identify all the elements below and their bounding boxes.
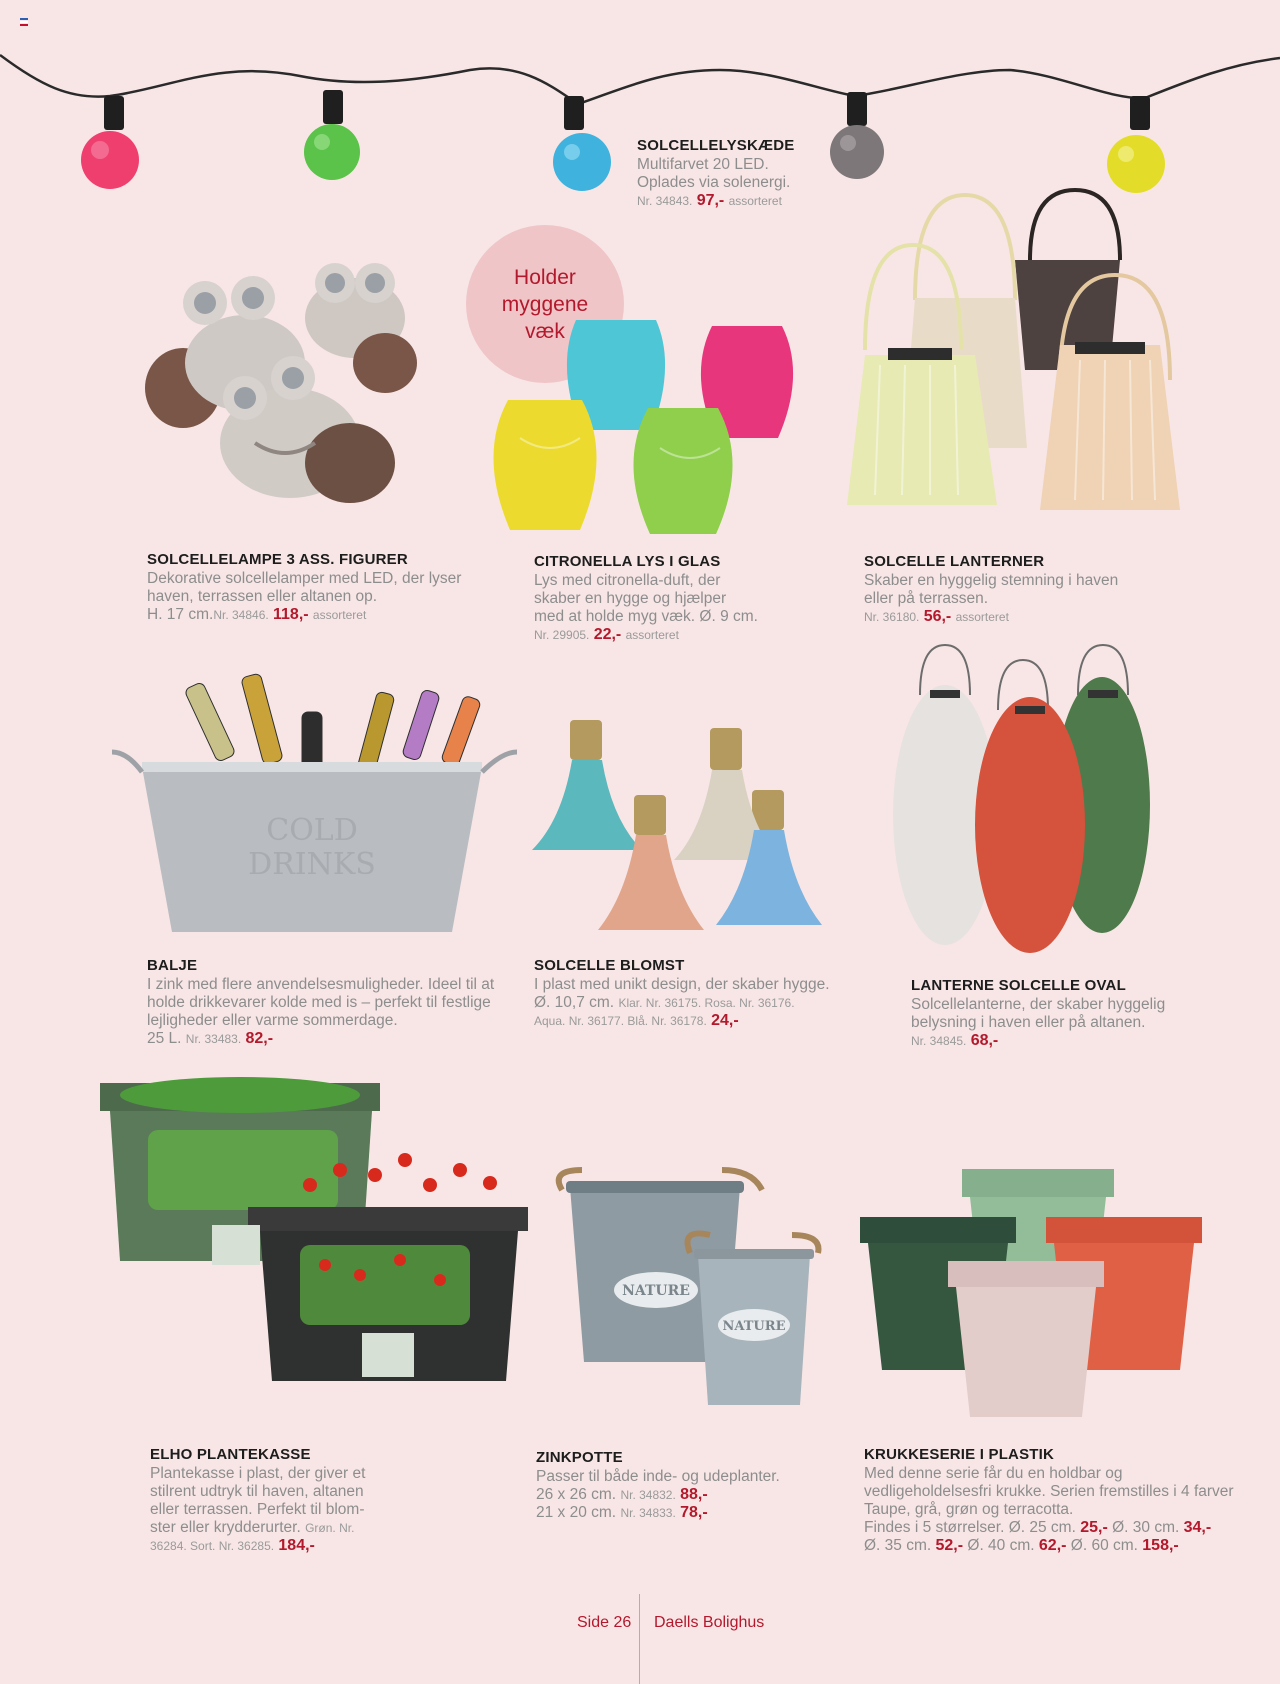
- product-note: assorteret: [728, 194, 782, 208]
- product-desc: stilrent udtryk til haven, altanen: [150, 1483, 364, 1500]
- product-note: assorteret: [955, 610, 1009, 624]
- zinc-label-2: NATURE: [722, 1319, 786, 1334]
- product-price: 24,-: [711, 1012, 739, 1029]
- product-title: ZINKPOTTE: [536, 1449, 623, 1466]
- product-price: 62,-: [1038, 1537, 1067, 1554]
- zinc-tub-image: [112, 672, 517, 934]
- oval-lanterns-image: [880, 640, 1170, 955]
- product-desc: I plast med unikt design, der skaber hygge.: [534, 976, 830, 993]
- product-zinc[interactable]: [536, 1449, 826, 1522]
- product-flower[interactable]: [534, 957, 834, 1030]
- product-size: 26 x 26 cm.: [536, 1486, 617, 1503]
- tub-embossed-2: DRINKS: [248, 847, 376, 882]
- product-title: LANTERNE SOLCELLE OVAL: [911, 977, 1126, 994]
- product-nr: Aqua. Nr. 36177. Blå. Nr. 36178.: [534, 1014, 707, 1028]
- product-desc: ster eller krydderurter.: [150, 1519, 301, 1536]
- elho-planters-image: [100, 1075, 530, 1405]
- badge-line: væk: [525, 319, 565, 343]
- language-flag-icon[interactable]: [20, 18, 28, 25]
- product-price: 118,-: [273, 606, 309, 623]
- product-citronella[interactable]: [534, 553, 794, 644]
- product-desc: Plantekasse i plast, der giver et: [150, 1465, 366, 1482]
- product-title: KRUKKESERIE I PLASTIK: [864, 1446, 1055, 1463]
- tub-embossed-1: COLD: [266, 813, 358, 848]
- product-elho[interactable]: [150, 1446, 410, 1555]
- citronella-glasses-image: [500, 318, 820, 540]
- product-price: 97,-: [696, 192, 725, 209]
- product-figures[interactable]: [147, 551, 477, 624]
- bulb-yellow-icon: [1107, 96, 1165, 193]
- product-desc: Ø. 10,7 cm.: [534, 994, 615, 1011]
- product-lanterns[interactable]: [864, 553, 1154, 626]
- product-desc: Multifarvet 20 LED.: [637, 156, 769, 173]
- solar-lanterns-image: [850, 180, 1180, 525]
- product-price: 88,-: [680, 1486, 708, 1503]
- product-desc: Solcellelanterne, der skaber hyggelig: [911, 996, 1166, 1013]
- product-title: SOLCELLE BLOMST: [534, 957, 685, 974]
- product-price: 34,-: [1183, 1519, 1212, 1536]
- product-price: 52,-: [935, 1537, 964, 1554]
- product-desc: Oplades via solenergi.: [637, 174, 791, 191]
- product-desc: Lys med citronella-duft, der: [534, 572, 721, 589]
- badge-line: Holder: [514, 265, 576, 289]
- product-desc: haven, terrassen eller altanen op.: [147, 588, 378, 605]
- product-nr: Nr. 34846.: [213, 608, 269, 622]
- product-nr: Klar. Nr. 36175. Rosa. Nr. 36176.: [618, 996, 795, 1010]
- product-title: SOLCELLE LANTERNER: [864, 553, 1045, 570]
- badge-line: myggene: [501, 292, 589, 316]
- product-nr: Grøn. Nr.: [305, 1521, 355, 1535]
- product-desc: H. 17 cm.: [147, 606, 214, 623]
- product-title: SOLCELLELYSKÆDE: [637, 137, 795, 154]
- product-price: 82,-: [245, 1030, 274, 1047]
- product-nr: 36284. Sort. Nr. 36285.: [150, 1539, 275, 1553]
- product-nr: Nr. 34832.: [620, 1488, 676, 1502]
- product-note: assorteret: [625, 628, 679, 642]
- product-size: Ø. 30 cm.: [1112, 1519, 1180, 1536]
- product-desc: Passer til både inde- og udeplanter.: [536, 1468, 780, 1485]
- product-desc: Skaber en hyggelig stemning i haven: [864, 572, 1119, 589]
- plastic-pots-image: [858, 1165, 1208, 1420]
- product-desc: Med denne serie får du en holdbar og: [864, 1465, 1123, 1482]
- product-price: 158,-: [1142, 1537, 1179, 1554]
- product-price: 22,-: [593, 626, 622, 643]
- product-desc: skaber en hygge og hjælper: [534, 590, 727, 607]
- product-title: SOLCELLELAMPE 3 ASS. FIGURER: [147, 551, 408, 568]
- product-pots[interactable]: [864, 1446, 1234, 1555]
- product-desc: holde drikkevarer kolde med is – perfekt til festlige: [147, 994, 491, 1011]
- product-desc: med at holde myg væk. Ø. 9 cm.: [534, 608, 758, 625]
- product-price: 68,-: [970, 1032, 999, 1049]
- bulb-blue-icon: [553, 96, 611, 191]
- product-nr: Nr. 34833.: [620, 1506, 676, 1520]
- product-title: BALJE: [147, 957, 198, 974]
- product-nr: Nr. 29905.: [534, 628, 590, 642]
- bulb-pink-icon: [81, 96, 139, 189]
- solar-flowers-image: [532, 700, 832, 938]
- product-desc: 25 L.: [147, 1030, 182, 1047]
- brand-name: Daells Bolighus: [654, 1614, 765, 1631]
- product-price: 184,-: [278, 1537, 315, 1554]
- product-desc: Dekorative solcellelamper med LED, der lyser: [147, 570, 462, 587]
- page-number: Side 26: [577, 1614, 632, 1631]
- product-desc: lejligheder eller varme sommerdage.: [147, 1012, 398, 1029]
- product-nr: Nr. 34845.: [911, 1034, 967, 1048]
- zinc-label-1: NATURE: [622, 1283, 690, 1299]
- product-desc: I zink med flere anvendelsesmuligheder. Ideel til at: [147, 976, 495, 993]
- product-nr: Nr. 36180.: [864, 610, 920, 624]
- footer-divider: [639, 1594, 640, 1684]
- product-size: Ø. 40 cm.: [967, 1537, 1035, 1554]
- product-desc: vedligeholdelsesfri krukke. Serien fremstilles i 4 farver: [864, 1483, 1234, 1500]
- bulb-green-icon: [304, 90, 360, 180]
- product-size: Ø. 60 cm.: [1070, 1537, 1138, 1554]
- product-oval[interactable]: [911, 977, 1201, 1050]
- product-note: assorteret: [312, 608, 367, 622]
- product-desc: eller terrassen. Perfekt til blom-: [150, 1501, 365, 1518]
- frog-figures-image: [135, 258, 415, 518]
- zinc-pots-image: [552, 1165, 832, 1400]
- product-desc: Taupe, grå, grøn og terracotta.: [864, 1501, 1074, 1518]
- product-nr: Nr. 34843.: [637, 194, 693, 208]
- product-price: 25,-: [1080, 1519, 1108, 1536]
- product-title: CITRONELLA LYS I GLAS: [534, 553, 721, 570]
- product-size: 21 x 20 cm.: [536, 1504, 617, 1521]
- product-desc: belysning i haven eller på altanen.: [911, 1014, 1146, 1031]
- product-nr: Nr. 33483.: [185, 1032, 242, 1046]
- product-title: ELHO PLANTEKASSE: [150, 1446, 311, 1463]
- product-size: Ø. 35 cm.: [864, 1537, 932, 1554]
- product-price: 78,-: [680, 1504, 708, 1521]
- product-size: Findes i 5 størrelser. Ø. 25 cm.: [864, 1519, 1076, 1536]
- product-tub[interactable]: [147, 957, 507, 1048]
- product-desc: eller på terrassen.: [864, 590, 989, 607]
- product-price: 56,-: [923, 608, 952, 625]
